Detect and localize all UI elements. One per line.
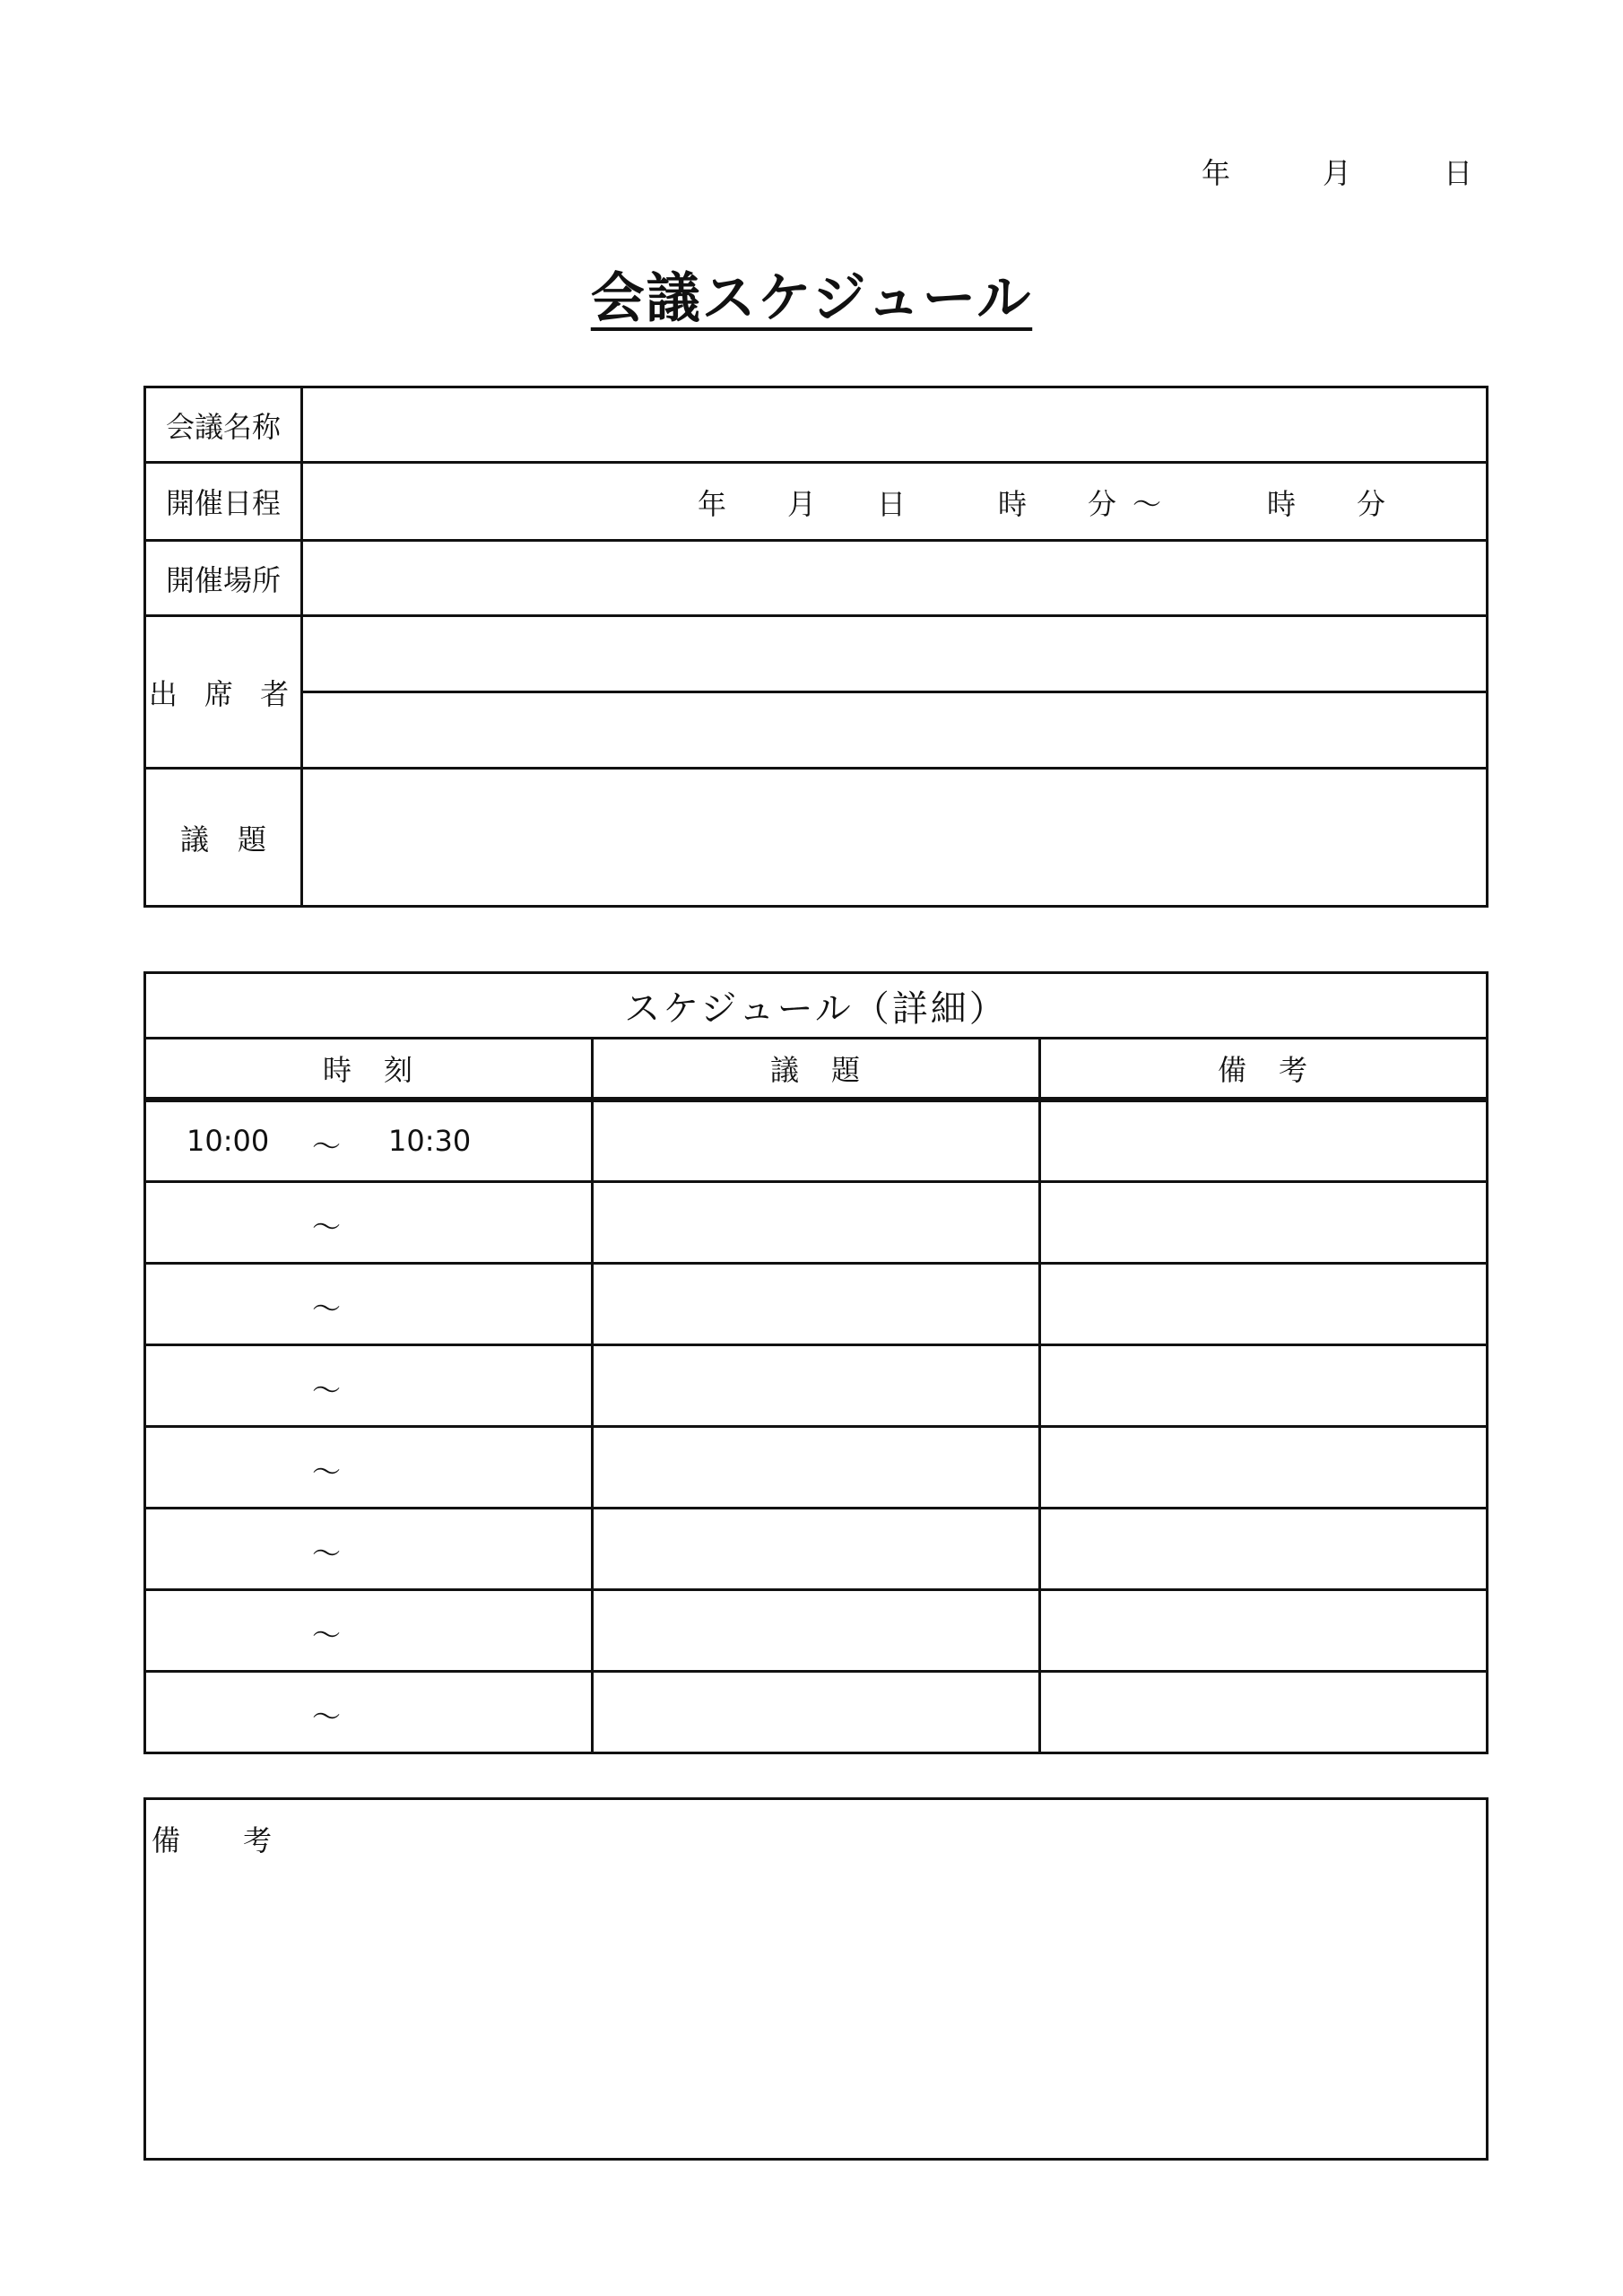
time-separator: ～	[312, 1291, 342, 1326]
page-title: 会議スケジュール	[590, 267, 1033, 330]
meeting-name-row	[145, 387, 1488, 463]
column-header-remarks: 備 考	[1040, 1039, 1488, 1100]
remarks-cell[interactable]	[1040, 1344, 1488, 1426]
schedule-month: 月	[787, 487, 817, 521]
date-day-label: 日	[1444, 156, 1473, 190]
table-row	[145, 1100, 1488, 1181]
time-separator: ～	[312, 1617, 342, 1652]
schedule-label: 開催日程	[145, 463, 302, 541]
table-row	[145, 1181, 1488, 1263]
schedule-range-separator: ～	[1133, 487, 1162, 521]
time-range-cell[interactable]	[145, 1100, 593, 1181]
agenda-label: 議 題	[145, 769, 302, 907]
time-separator: ～	[312, 1454, 342, 1489]
remarks-cell[interactable]	[1040, 1589, 1488, 1671]
agenda-cell[interactable]	[593, 1181, 1040, 1263]
remarks-cell[interactable]	[1040, 1426, 1488, 1508]
venue-row	[145, 541, 1488, 616]
remarks-cell[interactable]	[1040, 1100, 1488, 1181]
agenda-cell[interactable]	[593, 1508, 1040, 1589]
column-header-time: 時 刻	[145, 1039, 593, 1100]
schedule-header-row	[145, 1039, 1488, 1100]
time-range-cell[interactable]	[145, 1181, 593, 1263]
schedule-start-hour: 時	[998, 487, 1028, 521]
document-date	[1202, 151, 1497, 196]
time-range-cell[interactable]	[145, 1426, 593, 1508]
agenda-cell[interactable]	[593, 1671, 1040, 1752]
schedule-end-hour: 時	[1267, 487, 1297, 521]
remarks-cell[interactable]	[1040, 1508, 1488, 1589]
meeting-info-table	[143, 386, 1488, 908]
table-row	[145, 1671, 1488, 1752]
venue-field[interactable]	[302, 541, 1488, 616]
remarks-cell[interactable]	[1040, 1671, 1488, 1752]
agenda-row	[145, 769, 1488, 907]
remarks-label: 備 考	[152, 1823, 274, 1857]
date-year-label: 年	[1202, 156, 1231, 190]
agenda-cell[interactable]	[593, 1589, 1040, 1671]
attendees-field-2[interactable]	[302, 692, 1488, 769]
attendees-label: 出 席 者	[145, 616, 302, 769]
time-range-cell[interactable]	[145, 1671, 593, 1752]
table-row	[145, 1589, 1488, 1671]
schedule-caption: スケジュール（詳細）	[145, 973, 1488, 1039]
time-separator: ～	[312, 1535, 342, 1570]
time-range-cell[interactable]	[145, 1589, 593, 1671]
meeting-name-label: 会議名称	[145, 387, 302, 463]
time-separator: ～	[312, 1699, 342, 1734]
time-separator: ～	[312, 1372, 342, 1407]
date-month-label: 月	[1323, 156, 1352, 190]
time-range-cell[interactable]	[145, 1344, 593, 1426]
schedule-start-minute: 分	[1088, 487, 1117, 521]
agenda-cell[interactable]	[593, 1100, 1040, 1181]
schedule-detail-table	[143, 971, 1488, 1754]
column-header-agenda: 議 題	[593, 1039, 1040, 1100]
agenda-cell[interactable]	[593, 1263, 1040, 1344]
table-row	[145, 1263, 1488, 1344]
attendees-row	[145, 616, 1488, 692]
start-time: 10:00	[187, 1124, 270, 1158]
schedule-row	[145, 463, 1488, 541]
agenda-cell[interactable]	[593, 1426, 1040, 1508]
schedule-year: 年	[698, 487, 727, 521]
venue-label: 開催場所	[145, 541, 302, 616]
end-time: 10:30	[388, 1124, 472, 1158]
remarks-box[interactable]	[143, 1797, 1488, 2161]
table-row	[145, 1508, 1488, 1589]
remarks-cell[interactable]	[1040, 1263, 1488, 1344]
agenda-field[interactable]	[302, 769, 1488, 907]
time-separator: ～	[312, 1209, 342, 1244]
schedule-field[interactable]	[302, 463, 1488, 541]
time-separator: ～	[312, 1129, 342, 1163]
attendees-field-1[interactable]	[302, 616, 1488, 692]
table-row	[145, 1344, 1488, 1426]
schedule-day: 日	[877, 487, 907, 521]
agenda-cell[interactable]	[593, 1344, 1040, 1426]
time-range-cell[interactable]	[145, 1263, 593, 1344]
table-row	[145, 1426, 1488, 1508]
remarks-cell[interactable]	[1040, 1181, 1488, 1263]
meeting-name-field[interactable]	[302, 387, 1488, 463]
time-range-cell[interactable]	[145, 1508, 593, 1589]
attendees-row-2	[145, 692, 1488, 769]
schedule-caption-row	[145, 973, 1488, 1039]
schedule-end-minute: 分	[1357, 487, 1386, 521]
